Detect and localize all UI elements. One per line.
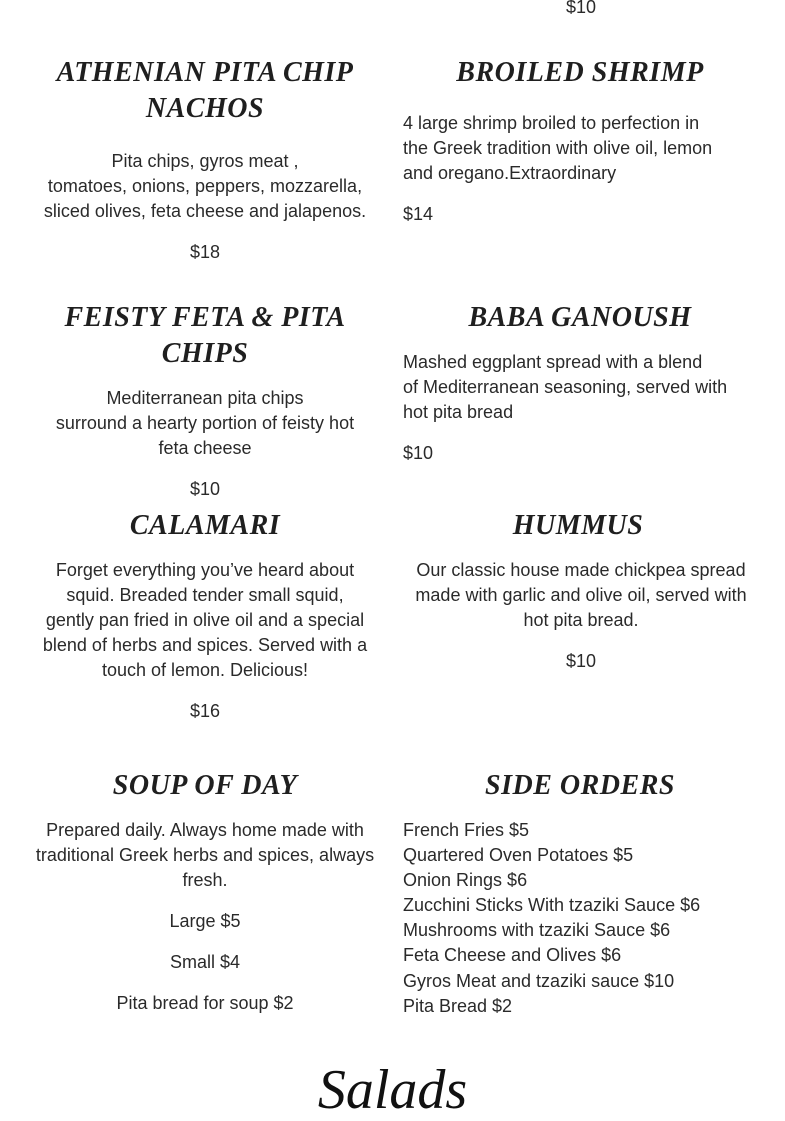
menu-item-hummus xyxy=(401,508,761,674)
side-order-item: Quartered Oven Potatoes $5 xyxy=(403,845,634,866)
item-price: $10 xyxy=(403,443,434,463)
item-description: 4 large shrimp broiled to perfection in the Greek tradition with olive oil, lemon and oregano.Extraordinary xyxy=(403,113,713,183)
item-description: Mediterranean pita chips surround a hearty portion of feisty hot feta cheese xyxy=(55,388,355,458)
item-title: ATHENIAN PITA CHIP NACHOS xyxy=(56,57,354,124)
item-price: $14 xyxy=(403,204,434,224)
soup-small-price: Small $4 xyxy=(169,952,241,972)
side-order-item: Gyros Meat and tzaziki sauce $10 xyxy=(403,970,675,991)
side-order-item: Onion Rings $6 xyxy=(403,870,528,891)
menu-item-calamari xyxy=(25,508,385,724)
item-description: Prepared daily. Always home made with traditional Greek herbs and spices, always fresh. xyxy=(35,820,375,890)
side-order-item: Zucchini Sticks With tzaziki Sauce $6 xyxy=(403,895,701,916)
side-order-item: Feta Cheese and Olives $6 xyxy=(403,945,622,966)
side-order-item: Mushrooms with tzaziki Sauce $6 xyxy=(403,920,671,941)
menu-item-soup-of-day xyxy=(25,768,385,1016)
item-title: SOUP OF DAY xyxy=(112,770,298,801)
item-price: $10 xyxy=(189,479,221,499)
item-title: BABA GANOUSH xyxy=(468,302,692,333)
baba-prev-price-block xyxy=(401,0,761,20)
item-description: Pita chips, gyros meat , tomatoes, onions, peppers, mozzarella, sliced olives, feta cheese and jalapenos. xyxy=(43,151,367,221)
menu-item-athenian-nachos xyxy=(25,55,385,265)
item-price: $18 xyxy=(189,242,221,262)
item-title: FEISTY FETA & PITA CHIPS xyxy=(64,302,346,369)
previous-item-price: $10 xyxy=(565,0,597,17)
side-orders-list xyxy=(403,818,763,1019)
soup-large-price: Large $5 xyxy=(169,911,241,931)
side-order-item: French Fries $5 xyxy=(403,820,530,840)
item-description: Our classic house made chickpea spread made with garlic and olive oil, served with hot pita bread. xyxy=(415,560,747,630)
menu-item-broiled-shrimp xyxy=(403,55,763,227)
item-title: CALAMARI xyxy=(129,510,281,541)
item-title: HUMMUS xyxy=(512,510,644,541)
side-order-item: Pita Bread $2 xyxy=(403,995,513,1016)
menu-item-feisty-feta xyxy=(25,300,385,502)
section-heading-salads: Salads xyxy=(317,1059,468,1121)
menu-item-baba-ganoush xyxy=(403,300,763,466)
menu-item-side-orders xyxy=(403,768,763,1019)
item-description: Forget everything you’ve heard about squid. Breaded tender small squid, gently pan fried in olive oil and a special blend of herbs and spices. Served with a touch of lemon. Delicious! xyxy=(42,560,368,680)
item-description: Mashed eggplant spread with a blend of Mediterranean seasoning, served with hot pita bread xyxy=(403,352,728,422)
item-price: $10 xyxy=(565,651,597,671)
item-title: SIDE ORDERS xyxy=(485,770,675,801)
item-price: $16 xyxy=(189,701,221,721)
item-title: BROILED SHRIMP xyxy=(456,57,704,88)
soup-pita-price: Pita bread for soup $2 xyxy=(116,993,294,1013)
